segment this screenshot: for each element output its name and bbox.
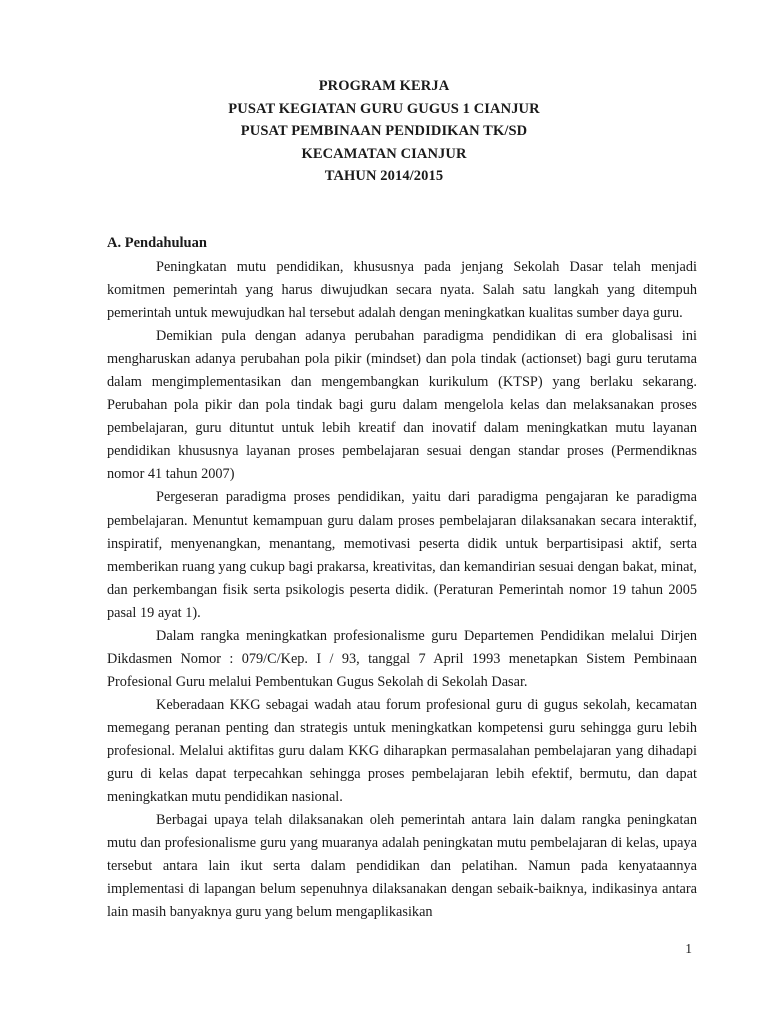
paragraph: Peningkatan mutu pendidikan, khususnya pada jenjang Sekolah Dasar telah menjadi komitmen pemerintah yang harus diwujudkan secara nyata. Salah satu langkah yang ditempuh pemerintah untuk mewujudkan hal tersebut adalah dengan meningkatkan kualitas sumber daya guru. [107, 259, 697, 322]
title-line-pusat-pembinaan: PUSAT PEMBINAAN PENDIDIKAN TK/SD [240, 123, 528, 140]
paragraph: Keberadaan KKG sebagai wadah atau forum profesional guru di gugus sekolah, kecamatan memegang peranan penting dan strategis untuk meningkatkan kompetensi guru sehingga guru lebih profesional. Melalui aktifitas guru dalam KKG diharapkan permasalahan pembelajaran yang dihadapi guru di kelas dapat terpecahkan sehingga proses pembelajaran lebih efektif, bermutu, dan dapat meningkatkan mutu pendidikan nasional. [107, 696, 697, 806]
title-line-pusat-kegiatan: PUSAT KEGIATAN GURU GUGUS 1 CIANJUR [228, 100, 540, 117]
paragraph: Dalam rangka meningkatkan profesionalisme guru Departemen Pendidikan melalui Dirjen Dikdasmen Nomor : 079/C/Kep. I / 93, tanggal 7 April 1993 menetapkan Sistem Pembinaan Profesional Guru melalui Pembentukan Gugus Sekolah di Sekolah Dasar. [107, 627, 697, 690]
title-line-kecamatan: KECAMATAN CIANJUR [301, 145, 467, 162]
paragraph: Pergeseran paradigma proses pendidikan, yaitu dari paradigma pengajaran ke paradigma pembelajaran. Menuntut kemampuan guru dalam proses pembelajaran dilaksanakan secara interaktif, inspiratif, menyenangkan, menantang, memotivasi peserta didik untuk berpartisipasi aktif, serta memberikan ruang yang cukup bagi prakarsa, kreativitas, dan kemandirian sesuai dengan bakat, minat, dan perkembangan fisik serta psikologis peserta didik. (Peraturan Pemerintah nomor 19 tahun 2005 pasal 19 ayat 1). [107, 489, 697, 621]
page-number: 1 [685, 941, 692, 956]
paragraph: Berbagai upaya telah dilaksanakan oleh pemerintah antara lain dalam rangka peningkatan mutu dan profesionalisme guru yang muaranya adalah peningkatan mutu pembelajaran di kelas, upaya tersebut antara lain ikut serta dalam pendidikan dan pelatihan. Namun pada kenyataannya implementasi di lapangan belum sepenuhnya dilaksanakan dengan sebaik-baiknya, indikasinya antara lain masih banyaknya guru yang belum mengaplikasikan [107, 812, 697, 921]
paragraph: Demikian pula dengan adanya perubahan paradigma pendidikan di era globalisasi ini mengharuskan adanya perubahan pola pikir (mindset) dan pola tindak (actionset) bagi guru terutama dalam mengimplementasikan dan mengembangkan kurikulum (KTSP) yang berlaku sekarang. Perubahan pola pikir dan pola tindak bagi guru dalam mengelola kelas dan melaksanakan proses pembelajaran, guru dituntut untuk lebih kreatif dan inovatif dalam meningkatkan mutu layanan pendidikan khususnya layanan proses pembelajaran sesuai dengan standar proses (Permendiknas nomor 41 tahun 2007) [107, 328, 697, 483]
document-title [0, 75, 768, 188]
body-text [107, 256, 697, 924]
section-heading-pendahuluan: A. Pendahuluan [107, 235, 207, 251]
title-line-program-kerja: PROGRAM KERJA [318, 78, 450, 94]
title-line-tahun: TAHUN 2014/2015 [324, 168, 444, 185]
